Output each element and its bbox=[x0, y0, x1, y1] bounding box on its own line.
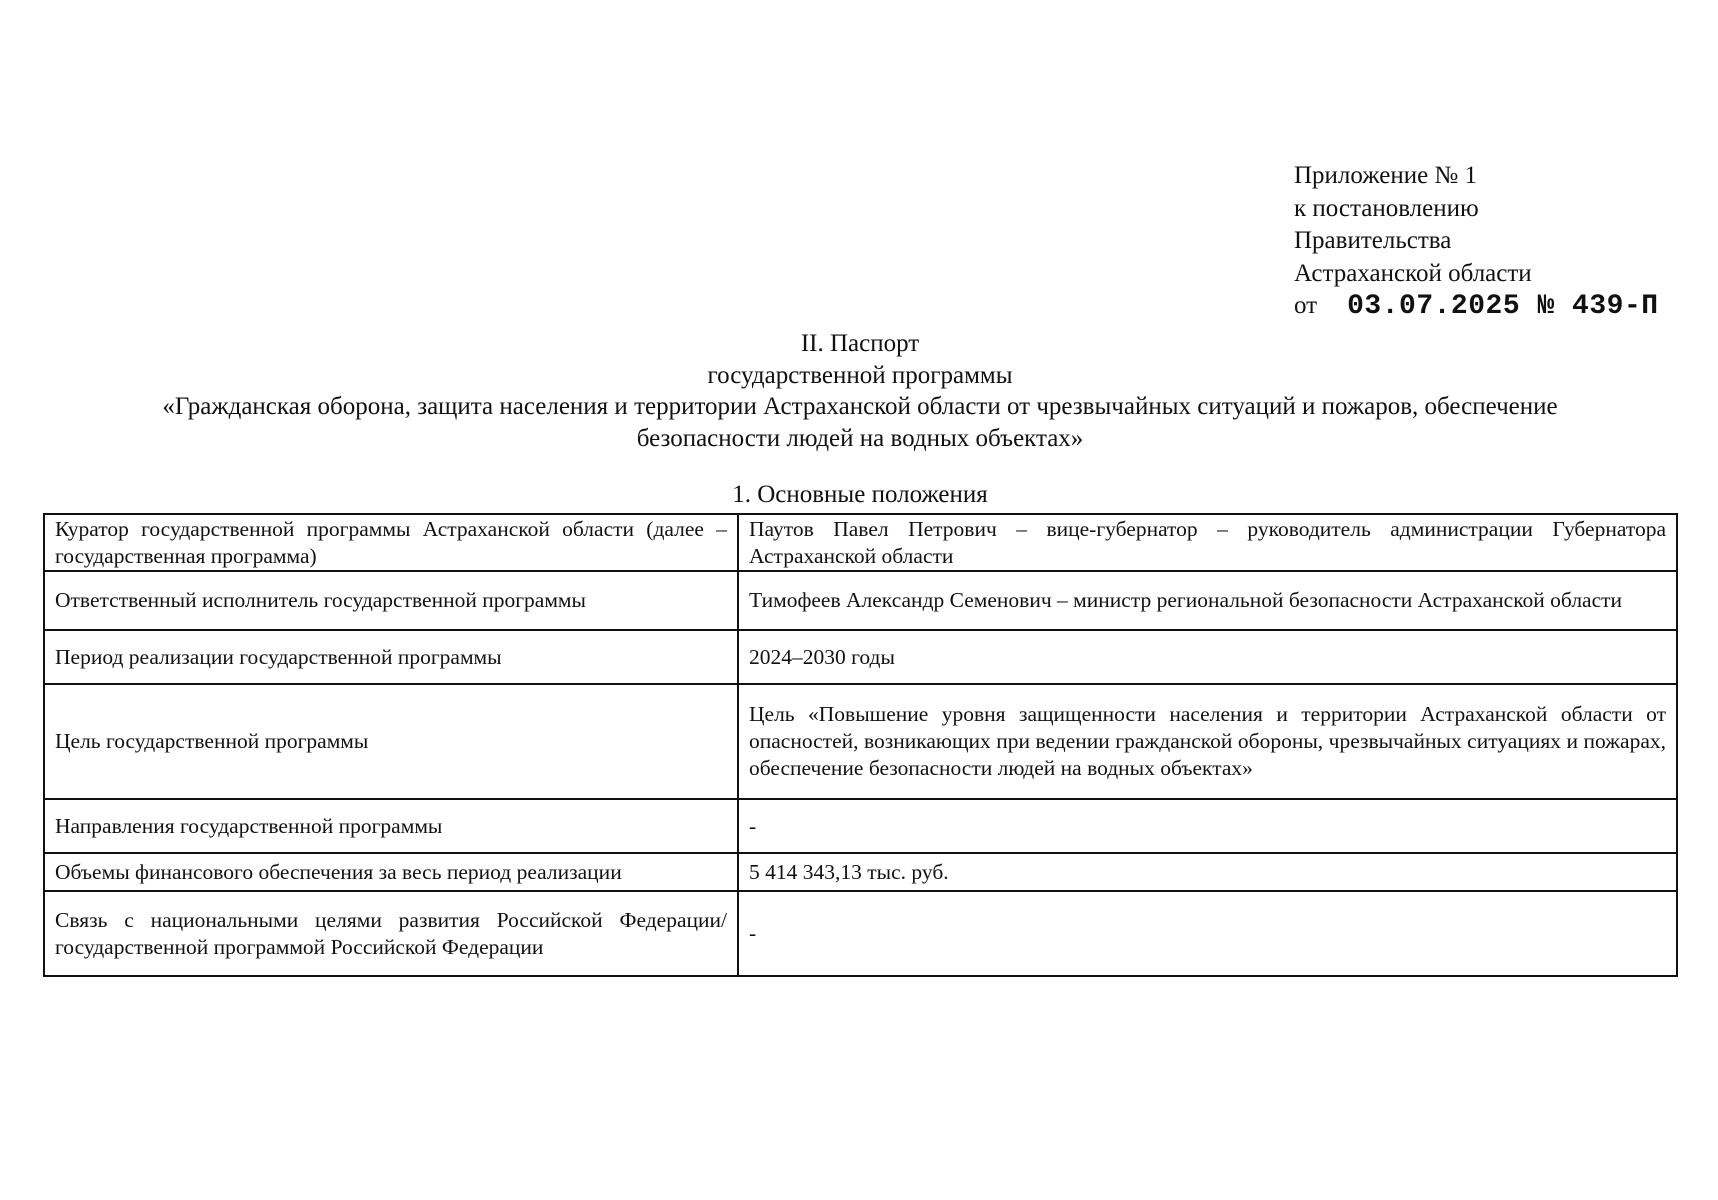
section-heading: 1. Основные положения bbox=[732, 481, 988, 508]
appendix-line-4: Астраханской области bbox=[1294, 259, 1532, 287]
date-prefix: от bbox=[1294, 292, 1318, 319]
table-cell-label: Объемы финансового обеспечения за весь период реализации bbox=[44, 853, 738, 891]
table-row bbox=[44, 630, 1677, 684]
table-row bbox=[44, 684, 1677, 799]
table-cell-value: - bbox=[738, 799, 1677, 853]
table-row bbox=[44, 853, 1677, 891]
table-cell-value: Тимофеев Александр Семенович – министр региональной безопасности Астраханской области bbox=[738, 571, 1677, 630]
title-line-3: «Гражданская оборона, защита населения и территории Астраханской области от чрезвычайных ситуаций и пожаров, обеспечение bbox=[162, 393, 1558, 420]
table-cell-label: Цель государственной программы bbox=[44, 684, 738, 799]
table-cell-label: Куратор государственной программы Астраханской области (далее – государственная программа) bbox=[44, 514, 738, 571]
table-cell-label: Период реализации государственной программы bbox=[44, 630, 738, 684]
appendix-line-2: к постановлению bbox=[1294, 194, 1479, 222]
table-row bbox=[44, 571, 1677, 630]
document-title bbox=[40, 328, 1680, 454]
table-cell-value: 5 414 343,13 тыс. руб. bbox=[738, 853, 1677, 891]
table-cell-label: Ответственный исполнитель государственной программы bbox=[44, 571, 738, 630]
table-cell-value: - bbox=[738, 891, 1677, 976]
table-row bbox=[44, 514, 1677, 571]
title-line-1: II. Паспорт bbox=[800, 330, 920, 357]
title-line-2: государственной программы bbox=[707, 361, 1013, 389]
table-cell-label: Направления государственной программы bbox=[44, 799, 738, 853]
table-row bbox=[44, 891, 1677, 976]
table-row bbox=[44, 799, 1677, 853]
date-stamp: 03.07.2025 № 439-П bbox=[1347, 291, 1659, 322]
passport-table bbox=[43, 513, 1678, 977]
appendix-line-3: Правительства bbox=[1294, 227, 1452, 254]
table-cell-value: 2024–2030 годы bbox=[738, 630, 1677, 684]
table-cell-label: Связь с национальными целями развития Российской Федерации/ государственной программой Российской Федерации bbox=[44, 891, 738, 976]
appendix-block bbox=[1294, 160, 1694, 324]
table-cell-value: Цель «Повышение уровня защищенности населения и территории Астраханской области от опасностей, возникающих при ведении гражданской обороны, чрезвычайных ситуациях и пожарах, обеспечение безопасности людей на водных объектах» bbox=[738, 684, 1677, 799]
appendix-line-1: Приложение № 1 bbox=[1294, 162, 1478, 189]
title-line-4: безопасности людей на водных объектах» bbox=[636, 424, 1084, 452]
table-cell-value: Паутов Павел Петрович – вице-губернатор – руководитель администрации Губернатора Астраханской области bbox=[738, 514, 1677, 571]
appendix-date-line bbox=[1294, 290, 1694, 324]
